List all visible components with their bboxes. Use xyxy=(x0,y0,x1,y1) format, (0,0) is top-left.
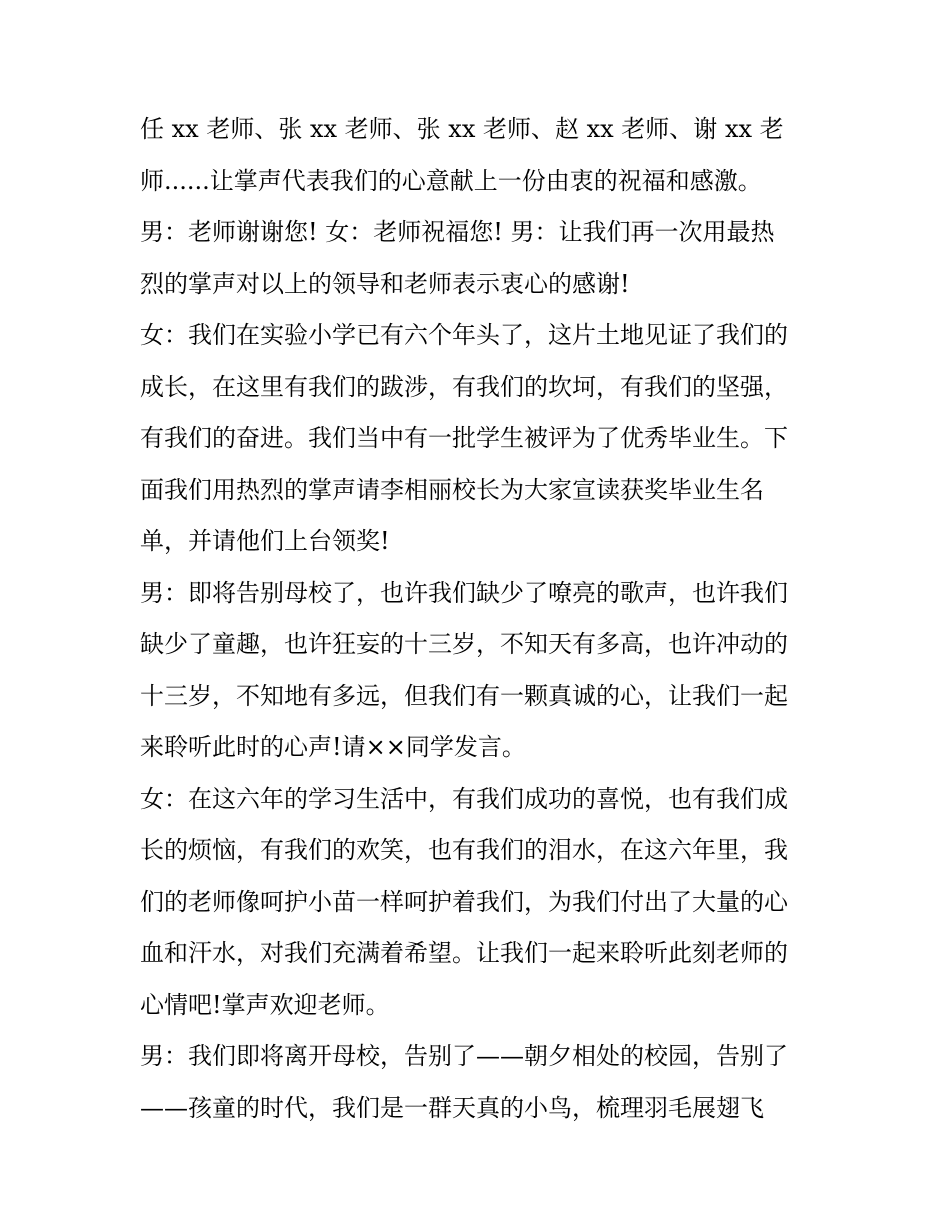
text-line-8: 面我们用热烈的掌声请李相丽校长为大家宣读获奖毕业生名 xyxy=(140,475,764,504)
text-line-2: 师......让掌声代表我们的心意献上一份由衷的祝福和感激。 xyxy=(140,166,762,195)
text-line-5: 女：我们在实验小学已有六个年头了，这片土地见证了我们的 xyxy=(140,321,788,349)
text-line-18: 心情吧!掌声欢迎老师。 xyxy=(140,990,390,1019)
text-line-1: 任 xx 老师、张 xx 老师、张 xx 老师、赵 xx 老师、谢 xx 老 xyxy=(140,115,784,143)
text-line-19: 男：我们即将离开母校，告别了——朝夕相处的校园，告别了 xyxy=(140,1042,788,1070)
text-line-4: 烈的掌声对以上的领导和老师表示衷心的感谢! xyxy=(140,269,630,298)
text-line-17: 血和汗水，对我们充满着希望。让我们一起来聆听此刻老师的 xyxy=(140,939,788,967)
text-line-16: 们的老师像呵护小苗一样呵护着我们，为我们付出了大量的心 xyxy=(140,887,788,916)
text-line-10: 男：即将告别母校了，也许我们缺少了嘹亮的歌声，也许我们 xyxy=(140,578,788,607)
text-line-12: 十三岁，不知地有多远，但我们有一颗真诚的心，让我们一起 xyxy=(140,681,788,710)
text-line-15: 长的烦恼，有我们的欢笑，也有我们的泪水，在这六年里，我 xyxy=(140,836,788,864)
text-line-7: 有我们的奋进。我们当中有一批学生被评为了优秀毕业生。下 xyxy=(140,424,788,452)
text-line-6: 成长，在这里有我们的跋涉，有我们的坎坷，有我们的坚强， xyxy=(140,372,788,401)
text-line-9: 单，并请他们上台领奖! xyxy=(140,527,390,555)
text-line-14: 女：在这六年的学习生活中，有我们成功的喜悦，也有我们成 xyxy=(140,784,788,813)
text-line-11: 缺少了童趣，也许狂妄的十三岁，不知天有多高，也许冲动的 xyxy=(140,630,788,658)
document-body-text xyxy=(140,104,820,1134)
text-line-3: 男：老师谢谢您! 女：老师祝福您! 男：让我们再一次用最热 xyxy=(140,218,775,246)
text-line-20: ——孩童的时代，我们是一群天真的小鸟，梳理羽毛展翅飞 xyxy=(140,1093,764,1122)
text-line-13: 来聆听此时的心声!请××同学发言。 xyxy=(140,733,526,761)
